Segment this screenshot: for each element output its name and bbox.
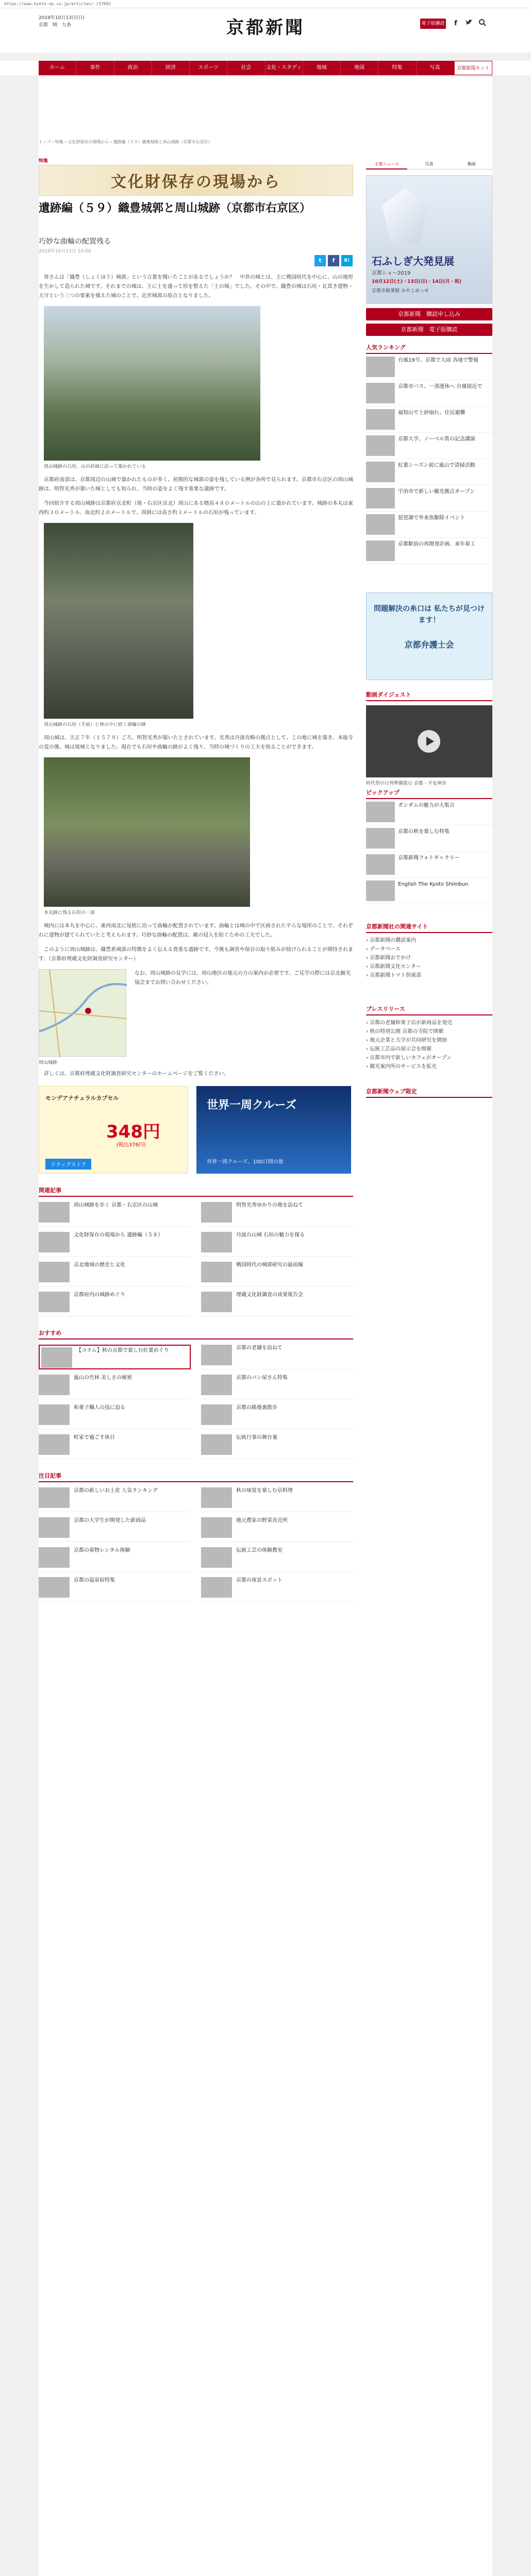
item-title: 嵐山の竹林 美しさの秘密: [74, 1375, 132, 1381]
thumbnail: [39, 1202, 70, 1223]
header-date: 2019年10月13日(日) 京都 晴 九条: [39, 15, 85, 28]
nav-item[interactable]: 特集: [378, 61, 416, 75]
item-title: English The Kyoto Shimbun: [398, 882, 469, 887]
ranking-item[interactable]: [366, 538, 492, 564]
thumbnail: [39, 1434, 70, 1455]
side-link[interactable]: › 京都新聞の購読案内: [366, 936, 492, 945]
thumbnail: [201, 1292, 232, 1312]
map-caption: 周山城跡: [39, 1060, 58, 1065]
item-title: 【コラム】秋の京都で楽しむ紅葉めぐり: [76, 1348, 169, 1353]
recommend-item[interactable]: [39, 1434, 191, 1459]
thumbnail: [366, 488, 395, 509]
pr-section: [39, 1471, 353, 1602]
pickup-box: [366, 788, 492, 904]
nav-item[interactable]: 経済: [152, 61, 190, 75]
article-body: [39, 273, 353, 1602]
item-title: 宇治市で新しい観光拠点オープン: [398, 489, 475, 495]
bottom-ad-cruise[interactable]: [196, 1086, 351, 1174]
thumbnail: [201, 1232, 232, 1252]
item-title: 京都の老舗を訪ねて: [236, 1345, 283, 1351]
thumbnail: [366, 802, 395, 822]
ad-sub: 世界一周クルーズ、100日間の旅: [207, 1159, 284, 1165]
section-heading: 人気ランキング: [366, 343, 492, 354]
related-item[interactable]: [39, 1292, 191, 1316]
pr-item[interactable]: [39, 1577, 191, 1602]
digital-info-button[interactable]: 京都新聞 電子版購読: [366, 324, 492, 336]
related-section: [39, 1186, 353, 1316]
pickup-item[interactable]: [366, 878, 492, 904]
photo-caption: 周山城跡の石垣（手前）と林の中に続く曲輪の跡: [44, 722, 146, 727]
facebook-icon[interactable]: f: [454, 20, 457, 27]
item-title: 町家で過ごす休日: [74, 1435, 115, 1440]
pr-item[interactable]: [39, 1547, 191, 1572]
crystal-image: [382, 188, 428, 245]
search-icon[interactable]: [478, 19, 489, 29]
facebook-share-icon[interactable]: f: [328, 255, 339, 266]
recommend-item-featured[interactable]: [39, 1345, 191, 1369]
thumbnail: [201, 1345, 232, 1365]
article-paragraph: 京都府南部は、京都周辺の山城で築かれたものが多く、初期的な城郭の姿を残している例が各所で見られます。京都市右京区の周山城跡は、明智光秀が築いた城としても知られ、当時の姿をよく残す重要な遺跡です。: [39, 477, 353, 492]
item-title: 京都の温泉宿特集: [74, 1578, 115, 1583]
item-title: 京都市バス、一部運休へ 台風接近で: [398, 384, 483, 389]
ad-title: 問題解決の糸口は 私たちが見つけます！: [374, 605, 485, 624]
pickup-list: [366, 799, 492, 904]
recommend-item[interactable]: [201, 1375, 353, 1399]
press-item[interactable]: › 京都市内で新しいカフェがオープン: [366, 1054, 492, 1062]
item-title: 福知山で土砂崩れ、住民避難: [398, 410, 466, 416]
ranking-list: [366, 354, 492, 564]
series-banner-title: 文化財保存の現場から: [111, 173, 281, 191]
item-title: 戦国時代の城郭研究の最前線: [236, 1262, 303, 1268]
item-title: ガンダムの魅力が大集合: [398, 803, 455, 808]
sidebar-tabs: [366, 160, 492, 170]
photo-caption: 本丸跡に残る石垣の一部: [44, 910, 95, 916]
press-item[interactable]: › 京都の老舗和菓子店が新商品を発売: [366, 1019, 492, 1027]
recommend-grid: [39, 1345, 353, 1459]
share-buttons: [314, 255, 353, 266]
item-title: 文化財保存の現場から 遺跡編（５８）: [74, 1232, 163, 1238]
page-body: [39, 77, 492, 2576]
pickup-item[interactable]: [366, 799, 492, 825]
recommend-item[interactable]: [201, 1404, 353, 1429]
video-caption: 時代祭の行列準備進む 京都・平安神宮: [366, 781, 446, 786]
thumbnail: [366, 880, 395, 901]
subscribe-button[interactable]: 電子版購読: [420, 19, 446, 29]
press-item[interactable]: › 地元企業と大学が共同研究を開始: [366, 1036, 492, 1045]
nav-item[interactable]: 文化・スタディ: [266, 61, 303, 75]
article-subtitle: 巧妙な曲輪の配置残る: [39, 238, 111, 246]
thumbnail: [366, 383, 395, 403]
related-item[interactable]: [39, 1232, 191, 1257]
thumbnail: [201, 1434, 232, 1455]
article-photo[interactable]: [44, 757, 250, 907]
ad-venue: 京都市勧業館 みやこめっせ: [372, 289, 429, 294]
ranking-item[interactable]: [366, 485, 492, 512]
item-title: 伝統工芸の体験教室: [236, 1548, 283, 1553]
recommend-item[interactable]: [39, 1404, 191, 1429]
article-photo[interactable]: [44, 523, 193, 719]
links-box: [366, 922, 492, 980]
thumbnail: [201, 1404, 232, 1425]
press-item[interactable]: › 伝統工芸品の展示会を開催: [366, 1045, 492, 1054]
press-box: [366, 1005, 492, 1071]
side-ad-stone[interactable]: [366, 175, 492, 304]
item-title: 丹波の山城 石垣の魅力を探る: [236, 1232, 305, 1238]
nav-item[interactable]: 事件: [76, 61, 114, 75]
nav-item[interactable]: 社会: [227, 61, 265, 75]
twitter-icon[interactable]: [464, 19, 474, 29]
related-item[interactable]: [201, 1292, 353, 1316]
ranking-item[interactable]: [366, 380, 492, 406]
breadcrumb[interactable]: トップ › 特集 › 文化財保存の現場から › 遺跡編（５９）織豊城郭と周山城跡（京都市右京区）: [39, 140, 212, 144]
play-icon[interactable]: [418, 730, 440, 753]
item-title: 京都の秋を楽しむ特集: [398, 829, 450, 835]
section-heading: ピックアップ: [366, 788, 492, 799]
ranking-box: [366, 343, 492, 564]
item-title: 京都の着物レンタル体験: [74, 1548, 130, 1553]
thumbnail: [39, 1375, 70, 1395]
pr-item[interactable]: [201, 1577, 353, 1602]
ad-price-tax: (税込376円): [117, 1142, 146, 1148]
recommend-item[interactable]: [201, 1434, 353, 1459]
item-title: 埋蔵文化財調査の成果報告会: [236, 1292, 303, 1298]
pickup-item[interactable]: [366, 852, 492, 878]
thumbnail: [366, 854, 395, 875]
thumbnail: [39, 1404, 70, 1425]
related-item[interactable]: [201, 1202, 353, 1227]
nav-item[interactable]: 写真: [417, 61, 454, 75]
press-item[interactable]: › 秋の特別公開 京都の寺院で開催: [366, 1027, 492, 1036]
item-title: 京都新聞フォトギャラリー: [398, 855, 460, 861]
related-item[interactable]: [201, 1262, 353, 1286]
section-heading: 京都新聞ウェブ限定: [366, 1087, 492, 1098]
item-title: 台風19号、京都で大雨 各地で警報: [398, 358, 478, 363]
side-link[interactable]: › 京都新聞トマト倶楽部: [366, 971, 492, 980]
side-link[interactable]: › 京都新聞おでかけ: [366, 954, 492, 962]
links-list: [366, 936, 492, 980]
pickup-item[interactable]: [366, 825, 492, 852]
nav-item[interactable]: 地域: [303, 61, 341, 75]
item-title: 秋の味覚を楽しむ京料理: [236, 1488, 293, 1494]
browser-url[interactable]: https://www.kyoto-np.co.jp/articles/-/37092: [0, 0, 531, 8]
thumbnail: [201, 1547, 232, 1568]
pr-item[interactable]: [201, 1487, 353, 1512]
related-grid: [39, 1202, 353, 1316]
main-nav: [0, 61, 531, 75]
thumbnail: [201, 1262, 232, 1282]
press-item[interactable]: › 観光案内所のサービスを拡充: [366, 1062, 492, 1071]
pr-item[interactable]: [201, 1517, 353, 1542]
sidebar-tab[interactable]: 主要ニュース: [366, 160, 407, 170]
ad-product-name: モンデアナチュラルカプセル: [45, 1095, 119, 1101]
article-category[interactable]: 特集: [39, 159, 48, 164]
ranking-item[interactable]: [366, 433, 492, 459]
ad-org: 京都弁護士会: [404, 640, 454, 650]
thumbnail: [201, 1487, 232, 1508]
thumbnail: [39, 1547, 70, 1568]
ad-title: 世界一周クルーズ: [207, 1099, 297, 1112]
related-item[interactable]: [39, 1262, 191, 1286]
subscribe-info-button[interactable]: 京都新聞 購読申し込み: [366, 308, 492, 320]
thumbnail: [366, 828, 395, 849]
item-title: 京都駅前の再開発計画、来年着工: [398, 541, 475, 547]
item-title: 和菓子職人の技に迫る: [74, 1405, 125, 1411]
thumbnail: [39, 1232, 70, 1252]
thumbnail: [366, 462, 395, 482]
thumbnail: [201, 1517, 232, 1538]
item-title: 地元農家の野菜直売所: [236, 1518, 288, 1523]
thumbnail: [366, 435, 395, 456]
item-title: 京都の路地裏散歩: [236, 1405, 277, 1411]
side-ad-notice[interactable]: [366, 592, 492, 680]
pr-item[interactable]: [39, 1487, 191, 1512]
ranking-item[interactable]: [366, 354, 492, 380]
ad-brand: ドラッグストア: [45, 1159, 91, 1170]
twitter-share-icon[interactable]: t: [314, 255, 326, 266]
sidebar-tab[interactable]: 動画: [451, 160, 492, 170]
item-title: 京都の夜景スポット: [236, 1578, 283, 1583]
item-title: 京北地域の歴史と文化: [74, 1262, 125, 1268]
thumbnail: [201, 1375, 232, 1395]
section-heading: 注目記事: [39, 1471, 353, 1482]
nav-bar: [39, 61, 492, 75]
thumbnail: [39, 1487, 70, 1508]
article-paragraph: 皆さんは「織豊（しょくほう）城郭」という言葉を聞いたことがあるでしょうか？ 中世の城とは、主に戦国時代を中心に、山の地形を生かして造られた城です。それまでの城は、主に土を盛って形を整えた「土の城」でした。その中で、織豊の城は石垣・瓦葺き建物・天守という三つの要素を備えた城のことで、近世城郭の原点となりました。: [39, 275, 353, 299]
nav-item[interactable]: ホーム: [39, 61, 76, 75]
press-list: [366, 1019, 492, 1071]
bottom-ad-drugstore[interactable]: [39, 1086, 188, 1174]
item-title: 京都大学、ノーベル賞の記念講演: [398, 436, 475, 442]
thumbnail: [366, 409, 395, 430]
article-paragraph: このように周山城跡は、織豊系城郭の特徴をよく伝える貴重な遺跡です。今後も調査や保存の取り組みが続けられることが期待されます。（京都府埋蔵文化財調査研究センター）: [39, 947, 353, 962]
ranking-item[interactable]: [366, 459, 492, 485]
location-map[interactable]: [39, 969, 126, 1057]
thumbnail: [41, 1347, 72, 1368]
nav-item-net[interactable]: 京都新聞ネット: [454, 61, 492, 75]
site-logo[interactable]: 京都新聞: [226, 18, 305, 38]
bottom-ads: [39, 1086, 353, 1174]
thumbnail: [39, 1292, 70, 1312]
section-heading: 関連記事: [39, 1186, 353, 1197]
section-heading: 京都新聞社の関連サイト: [366, 922, 492, 933]
section-heading: 動画ダイジェスト: [366, 690, 492, 701]
pr-item[interactable]: [39, 1517, 191, 1542]
item-title: 紅葉シーズン前に嵐山で清掃活動: [398, 463, 475, 468]
thumbnail: [39, 1577, 70, 1598]
item-title: 京都の新しいお土産 人気ランキング: [74, 1488, 158, 1494]
video-box: [366, 690, 492, 786]
section-heading: プレスリリース: [366, 1005, 492, 1015]
thumbnail: [201, 1577, 232, 1598]
related-note: 詳しくは、京都府埋蔵文化財調査研究センターのホームページをご覧ください。: [44, 1071, 229, 1077]
recommend-section: [39, 1329, 353, 1459]
thumbnail: [201, 1202, 232, 1223]
pr-item[interactable]: [201, 1547, 353, 1572]
article-paragraph: 城内には本丸を中心に、東西南北に尾根に沿って曲輪が配置されています。曲輪とは城の中で区画された平らな場所のことで、それぞれに建物が建てられていたと考えられます。巧妙な曲輪の配置は、敵の侵入を防ぐための工夫でした。: [39, 923, 353, 938]
video-player[interactable]: [366, 705, 492, 777]
article-title: 遺跡編（５９）織豊城郭と周山城跡（京都市右京区）: [39, 202, 311, 215]
nav-item[interactable]: スポーツ: [190, 61, 227, 75]
map-block: [39, 969, 353, 1065]
photo-caption: 周山城跡の石垣。山の斜面に沿って築かれている: [44, 464, 146, 469]
item-title: 京都の大学生が開発した新商品: [74, 1518, 146, 1523]
item-title: 琵琶湖で外来魚駆除イベント: [398, 515, 465, 521]
related-item[interactable]: [39, 1202, 191, 1227]
item-title: 周山城跡を歩く 京都・右京区の山城: [74, 1202, 158, 1208]
ad-price: 348円: [106, 1122, 160, 1142]
ad-dates: 10月12日(土)・13日(日)・14日(月・祝): [372, 279, 461, 284]
article-photo[interactable]: [44, 306, 260, 461]
ranking-item[interactable]: [366, 512, 492, 538]
sidebar-tab[interactable]: 写真: [408, 160, 450, 170]
article-paragraph: 周山城は、天正７年（１５７９）ごろ、明智光秀が築いたとされています。光秀は丹波攻略の拠点として、この地に城を築き、本能寺の変の後、城は廃城となりました。現在でも石垣や曲輪の跡がよく残り、当時の城づくりの工夫を知ることができます。: [39, 735, 353, 750]
map-figure: [39, 969, 126, 1065]
recommend-item[interactable]: [39, 1375, 191, 1399]
series-banner: [39, 165, 353, 196]
ad-title: 石ふしぎ大発見展: [372, 255, 454, 267]
thumbnail: [366, 514, 395, 535]
section-heading: おすすめ: [39, 1329, 353, 1340]
pr-grid: [39, 1487, 353, 1602]
item-title: 京都府内の城跡めぐり: [74, 1292, 125, 1298]
hatena-share-icon[interactable]: B!: [341, 255, 353, 266]
nav-item[interactable]: 政治: [114, 61, 152, 75]
recommend-item[interactable]: [201, 1345, 353, 1369]
map-text: なお、周山城跡の見学には、周山地区の地元の方の案内が必要です。ご見学の際には京北観光協会までお問い合わせください。: [135, 971, 351, 986]
article-date: 2019年10月13日 10:00: [39, 249, 91, 254]
web-limited-box: [366, 1087, 492, 1098]
item-title: 明智光秀ゆかりの地を訪ねて: [236, 1202, 303, 1208]
thumbnail: [39, 1262, 70, 1282]
related-item[interactable]: [201, 1232, 353, 1257]
item-title: 伝統行事の舞台裏: [236, 1435, 277, 1440]
side-link[interactable]: › 京都新聞文化センター: [366, 962, 492, 971]
thumbnail: [366, 540, 395, 561]
ranking-item[interactable]: [366, 406, 492, 433]
thumbnail: [366, 357, 395, 377]
ad-sub: 京都ショー2019: [372, 270, 411, 276]
item-title: 京都のパン屋さん特集: [236, 1375, 288, 1381]
site-header: [0, 8, 531, 53]
thumbnail: [39, 1517, 70, 1538]
side-link[interactable]: › データベース: [366, 945, 492, 954]
article-paragraph: 今回紹介する周山城跡は京都府京北町（現・右京区京北）周山にある標高４８０メートルの山の上に築かれています。城跡の本丸は東西約３０メートル、南北約２０メートルで、周囲には高さ約３メートルの石垣が残っています。: [39, 501, 353, 516]
nav-item[interactable]: 地図: [341, 61, 378, 75]
